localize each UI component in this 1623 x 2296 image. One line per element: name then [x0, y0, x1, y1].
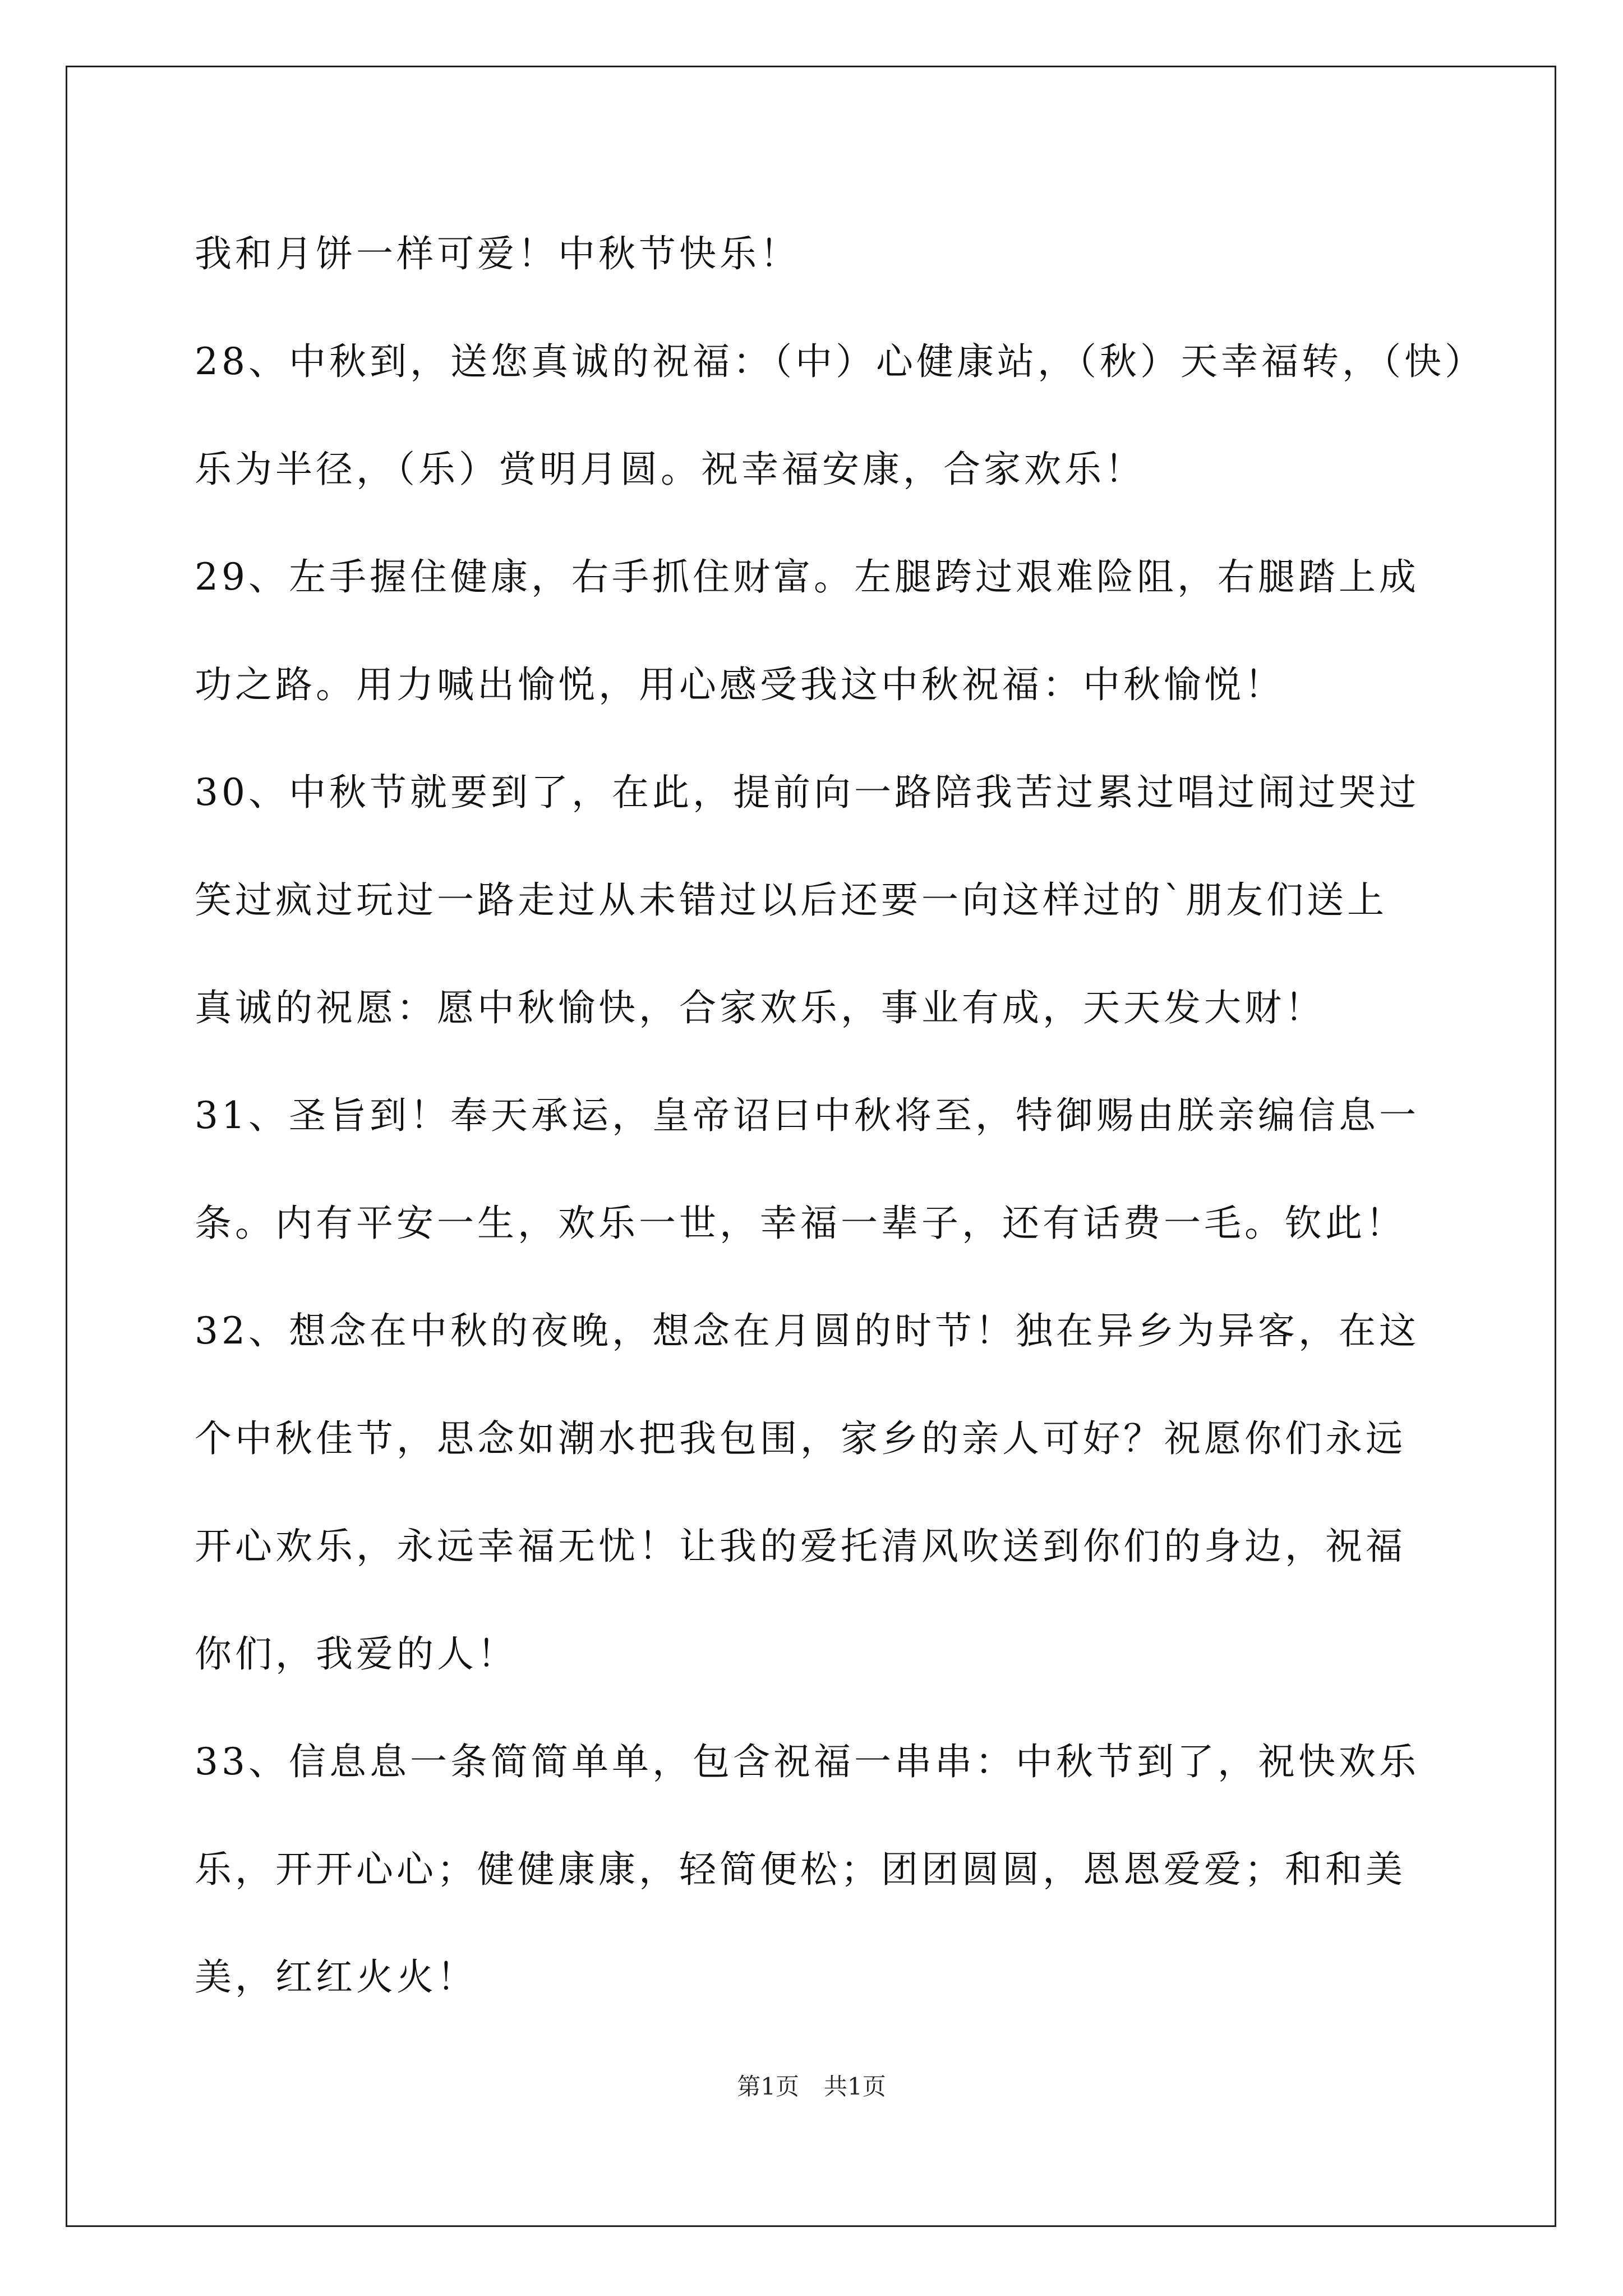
text-line: 30、中秋节就要到了，在此，提前向一路陪我苦过累过唱过闹过哭过 [195, 771, 1419, 814]
text-line: 功之路。用力喊出愉悦，用心感受我这中秋祝福：中秋愉悦！ [195, 663, 1285, 706]
text-line: 条。内有平安一生，欢乐一世，幸福一辈子，还有话费一毛。钦此！ [195, 1202, 1406, 1245]
text-line: 28、中秋到，送您真诚的祝福：（中）心健康站，（秋）天幸福转，（快） [195, 340, 1485, 383]
page-footer [0, 2070, 1623, 2104]
text-line: 笑过疯过玩过一路走过从未错过以后还要一向这样过的`朋友们送上 [195, 878, 1387, 922]
text-line: 开心欢乐，永远幸福无忧！让我的爱托清风吹送到你们的身边，祝福 [195, 1525, 1406, 1568]
page-total: 共1页 [824, 2073, 886, 2100]
text-line: 你们，我爱的人！ [195, 1632, 518, 1676]
text-line: 真诚的祝愿：愿中秋愉快，合家欢乐，事业有成，天天发大财！ [195, 986, 1325, 1029]
page-number: 第1页 [737, 2073, 799, 2100]
text-line: 我和月饼一样可爱！中秋节快乐！ [195, 232, 800, 275]
text-line: 乐为半径，（乐）赏明月圆。祝幸福安康，合家欢乐！ [195, 448, 1145, 491]
text-line: 美，红红火火！ [195, 1955, 477, 1999]
text-line: 乐，开开心心；健健康康，轻简便松；团团圆圆，恩恩爱爱；和和美 [195, 1848, 1406, 1891]
text-line: 33、信息息一条简简单单，包含祝福一串串：中秋节到了，祝快欢乐 [195, 1740, 1419, 1783]
text-line: 个中秋佳节，思念如潮水把我包围，家乡的亲人可好？祝愿你们永远 [195, 1417, 1406, 1460]
text-line: 32、想念在中秋的夜晚，想念在月圆的时节！独在异乡为异客，在这 [195, 1309, 1419, 1352]
text-line: 29、左手握住健康，右手抓住财富。左腿跨过艰难险阻，右腿踏上成 [195, 555, 1419, 599]
text-line: 31、圣旨到！奉天承运，皇帝诏曰中秋将至，特御赐由朕亲编信息一 [195, 1094, 1419, 1137]
document-body [195, 223, 1485, 2054]
